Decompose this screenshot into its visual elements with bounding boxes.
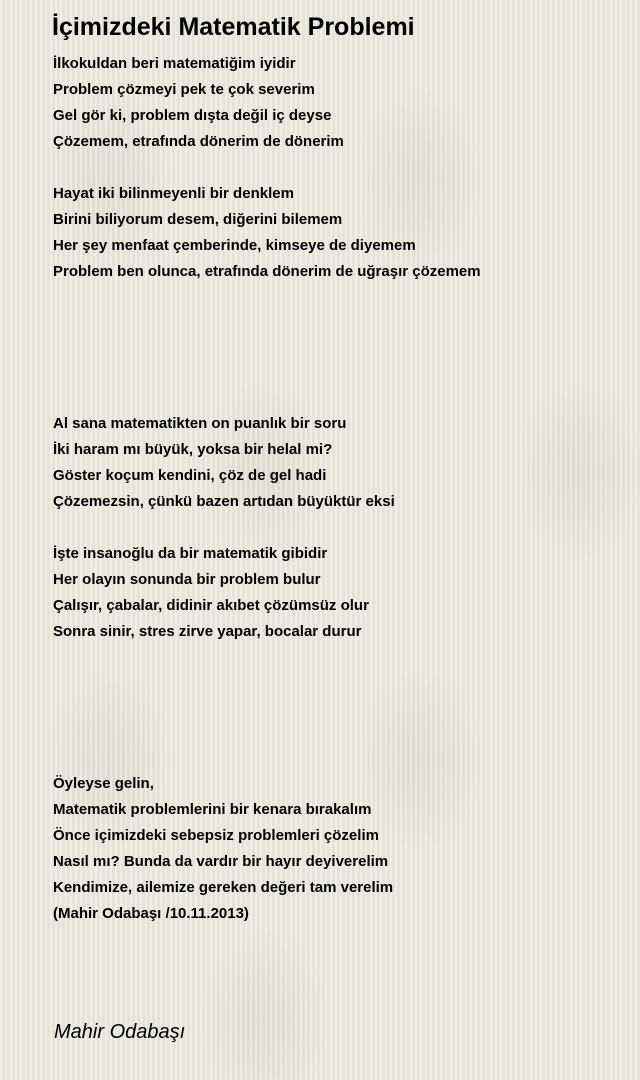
poem-line: Çalışır, çabalar, didinir akıbet çözümsüz olur [53,597,369,614]
poem-line: İki haram mı büyük, yoksa bir helal mi? [53,441,333,458]
author-name: Mahir Odabaşı [54,1021,186,1043]
poem-line: Her şey menfaat çemberinde, kimseye de diyemem [53,237,416,254]
poem-line: Matematik problemlerini bir kenara bırakalım [53,801,372,818]
poem-line: Nasıl mı? Bunda da vardır bir hayır deyiverelim [53,853,389,870]
poem-line: Kendimize, ailemize gereken değeri tam verelim [53,879,394,896]
poem-line: Öyleyse gelin, [53,775,154,792]
poem-line: Her olayın sonunda bir problem bulur [53,571,321,588]
poem-line: Sonra sinir, stres zirve yapar, bocalar durur [53,623,362,640]
poem-line: İlkokuldan beri matematiğim iyidir [53,55,296,72]
poem-title: İçimizdeki Matematik Problemi [52,13,415,41]
poem-signature-line: (Mahir Odabaşı /10.11.2013) [53,905,249,922]
stanza-2 [53,181,481,285]
poem-line: Birini biliyorum desem, diğerini bilemem [53,211,343,228]
stanza-4 [53,541,369,645]
stanza-1 [53,51,344,155]
poem-line: Hayat iki bilinmeyenli bir denklem [53,185,294,202]
stanza-3 [53,411,395,515]
poem-line: Gel gör ki, problem dışta değil iç deyse [53,107,332,124]
poem-line: Çözemezsin, çünkü bazen artıdan büyüktür eksi [53,493,395,510]
poem-line: İşte insanoğlu da bir matematik gibidir [53,545,328,562]
poem-line: Al sana matematikten on puanlık bir soru [53,415,347,432]
poem-line: Çözemem, etrafında dönerim de dönerim [53,133,344,150]
poem-line: Problem çözmeyi pek te çok severim [53,81,315,98]
poem-line: Problem ben olunca, etrafında dönerim de uğraşır çözemem [53,263,481,280]
poem-line: Önce içimizdeki sebepsiz problemleri çözelim [53,827,379,844]
stanza-5 [53,771,393,927]
poem-line: Göster koçum kendini, çöz de gel hadi [53,467,327,484]
